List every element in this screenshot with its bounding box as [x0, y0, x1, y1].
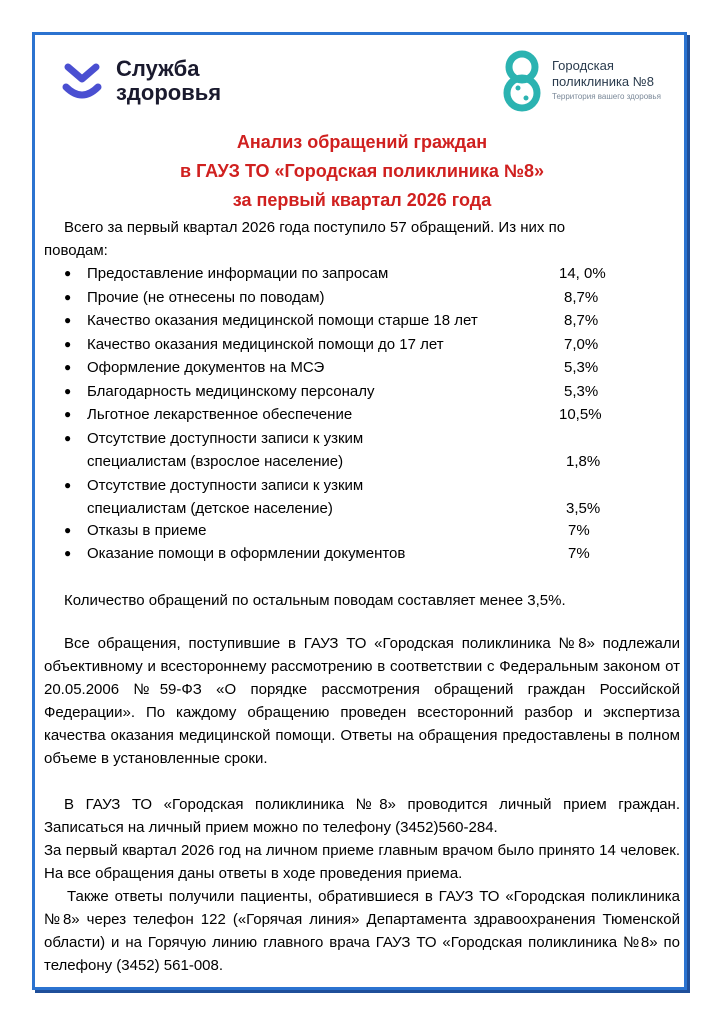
rest-note: Количество обращений по остальным поводам составляет менее 3,5%.: [64, 592, 566, 609]
list-item-value: 1,8%: [566, 453, 601, 470]
list-item-label: Отсутствие доступности записи к узким: [87, 477, 364, 494]
list-item-label-cont: специалистам (взрослое население): [87, 453, 344, 470]
paragraph-4: Также ответы получили пациенты, обратившиеся в ГАУЗ ТО «Городская поликлиника №8» через телефон 122 («Горячая линия» Департамента здравоохранения Тюменской области) и на Горячую линию главного врача ГАУЗ ТО «Городская поликлиника №8» по телефону (3452) 561-008.: [44, 888, 680, 974]
list-item-value: 7%: [568, 545, 590, 562]
list-item-value: 5,3%: [564, 359, 599, 376]
bullet-icon: ●: [64, 290, 72, 304]
list-item-label: Отсутствие доступности записи к узким: [87, 430, 364, 447]
list-item-value: 5,3%: [564, 383, 599, 400]
list-item-label: Предоставление информации по запросам: [87, 265, 389, 282]
bullet-icon: ●: [64, 431, 72, 445]
list-item-value: 14, 0%: [559, 265, 606, 282]
number-8-icon: [500, 50, 546, 112]
bullet-icon: ●: [64, 266, 72, 280]
list-item-label: Оказание помощи в оформлении документов: [87, 545, 406, 562]
list-item-value: 8,7%: [564, 312, 599, 329]
logo-right-line1: Городская: [552, 58, 614, 73]
logo-right-tagline: Территория вашего здоровья: [552, 92, 661, 101]
bullet-icon: ●: [64, 360, 72, 374]
bullet-icon: ●: [64, 546, 72, 560]
list-item-value: 3,5%: [566, 500, 601, 517]
list-item-label-cont: специалистам (детское население): [87, 500, 333, 517]
heart-smile-icon: [62, 59, 106, 103]
bullet-icon: ●: [64, 478, 72, 492]
bullet-icon: ●: [64, 313, 72, 327]
list-item-label: Качество оказания медицинской помощи до 17 лет: [87, 336, 444, 353]
list-item-label: Благодарность медицинскому персоналу: [87, 383, 375, 400]
list-item-label: Качество оказания медицинской помощи старше 18 лет: [87, 312, 478, 329]
intro-line2: поводам:: [44, 242, 108, 259]
paragraph-1: Все обращения, поступившие в ГАУЗ ТО «Городская поликлиника №8» подлежали объективному и всестороннему рассмотрению в соответствии с Федеральным законом от 20.05.2006 №59-ФЗ «О порядке рассмотрения обращений граждан Российской Федерации». По каждому обращению проведен всесторонний разбор и экспертиза качества оказания медицинской помощи. Ответы на обращения предоставлены в полном объеме в установленные сроки.: [44, 635, 680, 767]
page-title-line3: за первый квартал 2026 года: [232, 190, 492, 210]
intro-line1: Всего за первый квартал 2026 года поступило 57 обращений. Из них по: [64, 219, 566, 236]
list-item-label: Отказы в приеме: [87, 522, 207, 539]
polyclinic-8-logo: [500, 50, 680, 112]
paragraph-2: В ГАУЗ ТО «Городская поликлиника №8» проводится личный прием граждан. Записаться на личный прием можно по телефону (3452)560-284.: [44, 796, 680, 836]
list-item-label: Оформление документов на МСЭ: [87, 359, 325, 376]
paragraph-3: За первый квартал 2026 год на личном приеме главным врачом было принято 14 человек. На все обращения даны ответы в ходе проведения приема.: [44, 842, 680, 882]
list-item-value: 7,0%: [564, 336, 599, 353]
logo-left-text: Служба здоровья: [116, 56, 222, 105]
list-item-value: 8,7%: [564, 289, 599, 306]
logo-right-line2: поликлиника №8: [552, 74, 654, 89]
bullet-icon: ●: [64, 407, 72, 421]
page-title-line2: в ГАУЗ ТО «Городская поликлиника №8»: [180, 161, 544, 181]
list-item-label: Прочие (не отнесены по поводам): [87, 289, 325, 306]
list-item-value: 7%: [568, 522, 590, 539]
bullet-icon: ●: [64, 337, 72, 351]
bullet-icon: ●: [64, 384, 72, 398]
list-item-value: 10,5%: [559, 406, 602, 423]
sluzhba-zdorovya-logo: [62, 57, 242, 113]
bullet-icon: ●: [64, 523, 72, 537]
list-item-label: Льготное лекарственное обеспечение: [87, 406, 353, 423]
page-title-line1: Анализ обращений граждан: [236, 132, 488, 152]
